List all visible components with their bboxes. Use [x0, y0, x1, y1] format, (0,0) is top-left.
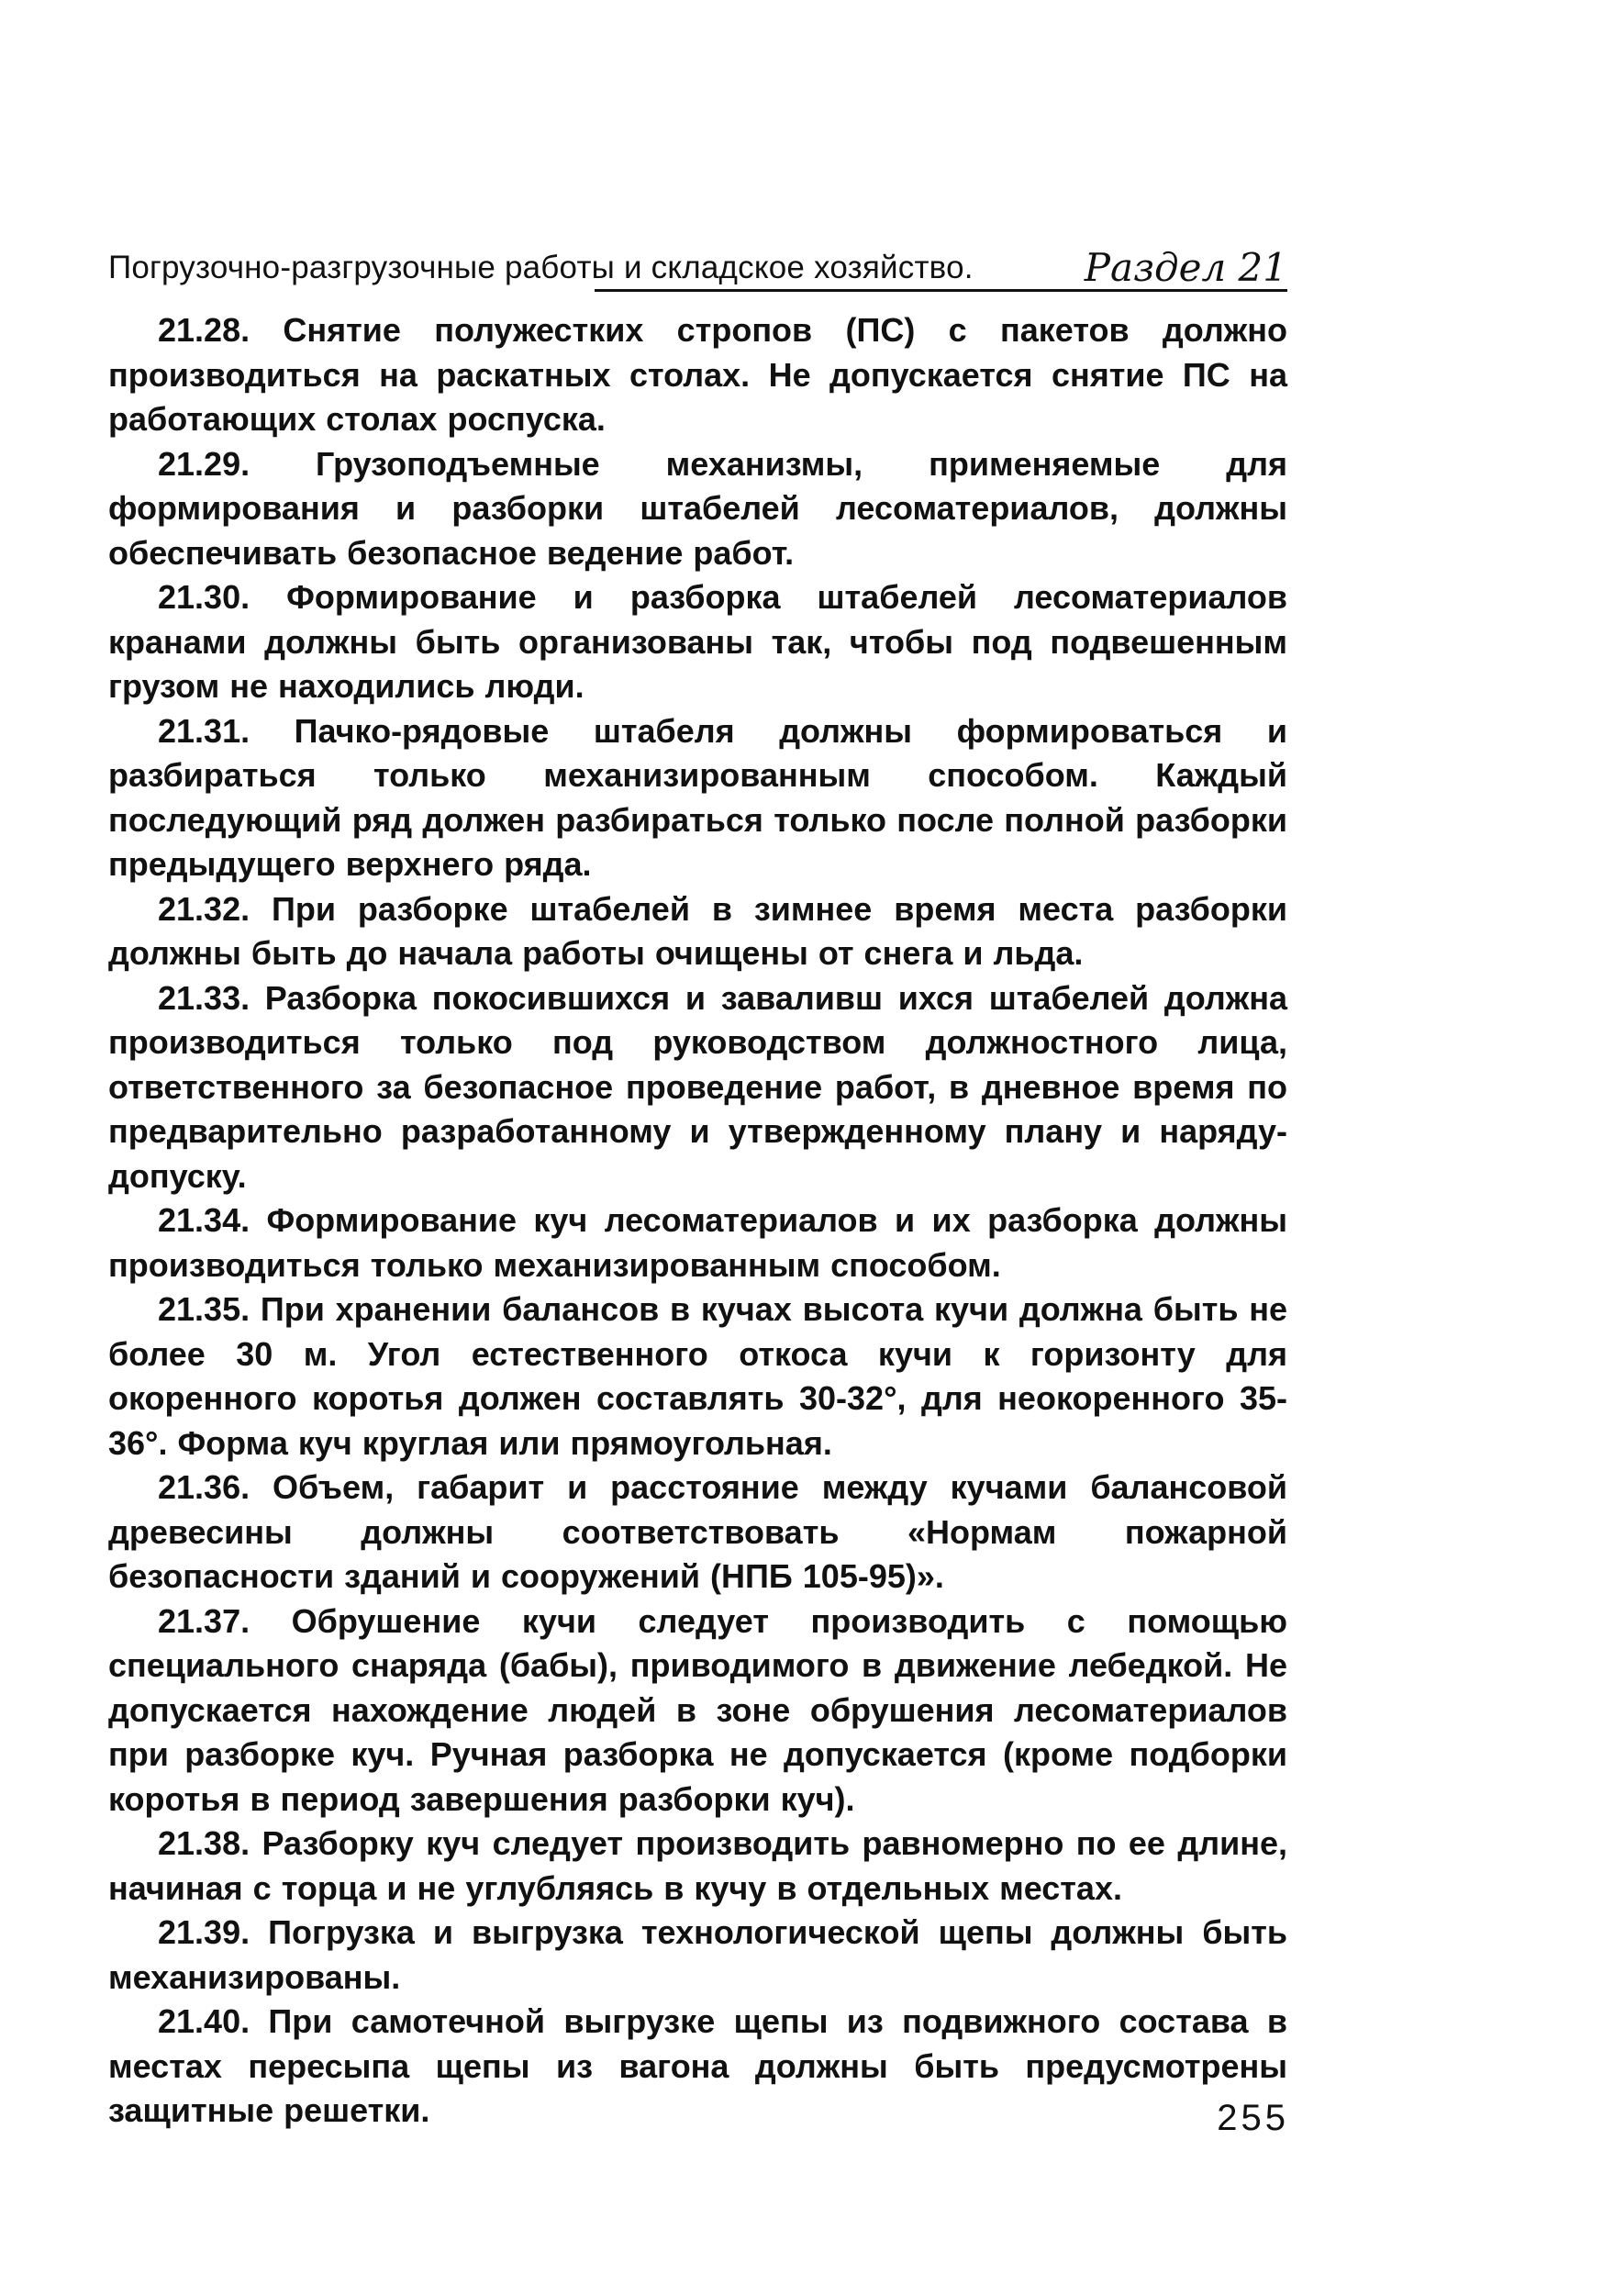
- paragraph-21-30: 21.30. Формирование и разборка штабелей лесоматериалов кранами должны быть организованы так, чтобы под подвешенным грузом не находились люди.: [108, 578, 1287, 705]
- header-rule: [595, 289, 1287, 292]
- paragraph-21-38: 21.38. Разборку куч следует производить равномерно по ее длине, начиная с торца и не углубляясь в кучу в отдельных местах.: [108, 1824, 1287, 1907]
- running-title: Погрузочно-разгрузочные работы и складское хозяйство.: [108, 250, 974, 285]
- paragraph-21-40: 21.40. При самотечной выгрузке щепы из подвижного состава в местах пересыпа щепы из вагона должны быть предусмотрены защитные решетки.: [108, 2002, 1287, 2129]
- section-label: Раздел 21: [1084, 245, 1287, 290]
- paragraph-21-29: 21.29. Грузоподъемные механизмы, применяемые для формирования и разборки штабелей лесоматериалов, должны обеспечивать безопасное ведение работ.: [108, 444, 1287, 572]
- paragraph-21-35: 21.35. При хранении балансов в кучах высота кучи должна быть не более 30 м. Угол естественного откоса кучи к горизонту для окоренного коротья должен составлять 30-32°, для неокоренного 35-36°. Форма куч круглая или прямоугольная.: [108, 1290, 1287, 1462]
- running-header: [108, 246, 1287, 292]
- paragraph-21-33: 21.33. Разборка покосившихся и заваливш ихся штабелей должна производиться только под руководством должностного лица, ответственного за безопасное проведение работ, в дневное время по предварительно разработанному и утвержденному плану и наряду-допуску.: [108, 978, 1287, 1195]
- paragraph-21-37: 21.37. Обрушение кучи следует производить с помощью специального снаряда (бабы), приводимого в движение лебедкой. Не допускается нахождение людей в зоне обрушения лесоматериалов при разборке куч. Ручная разборка не допускается (кроме подборки коротья в период завершения разборки куч).: [108, 1601, 1287, 1818]
- paragraph-21-28: 21.28. Снятие полужестких стропов (ПС) с пакетов должно производиться на раскатных столах. Не допускается снятие ПС на работающих столах роспуска.: [108, 311, 1287, 438]
- page-number: 255: [1217, 2098, 1289, 2138]
- paragraph-21-34: 21.34. Формирование куч лесоматериалов и их разборка должны производиться только механизированным способом.: [108, 1201, 1287, 1284]
- paragraph-21-32: 21.32. При разборке штабелей в зимнее время места разборки должны быть до начала работы очищены от снега и льда.: [108, 889, 1287, 972]
- paragraph-21-36: 21.36. Объем, габарит и расстояние между кучами балансовой древесины должны соответствовать «Нормам пожарной безопасности зданий и сооружений (НПБ 105-95)».: [108, 1468, 1287, 1595]
- page-body: [108, 308, 1287, 2134]
- paragraph-21-31: 21.31. Пачко-рядовые штабеля должны формироваться и разбираться только механизированным способом. Каждый последующий ряд должен разбираться только после полной разборки предыдущего верхнего ряда.: [108, 711, 1287, 883]
- paragraph-21-39: 21.39. Погрузка и выгрузка технологической щепы должны быть механизированы.: [108, 1913, 1287, 1996]
